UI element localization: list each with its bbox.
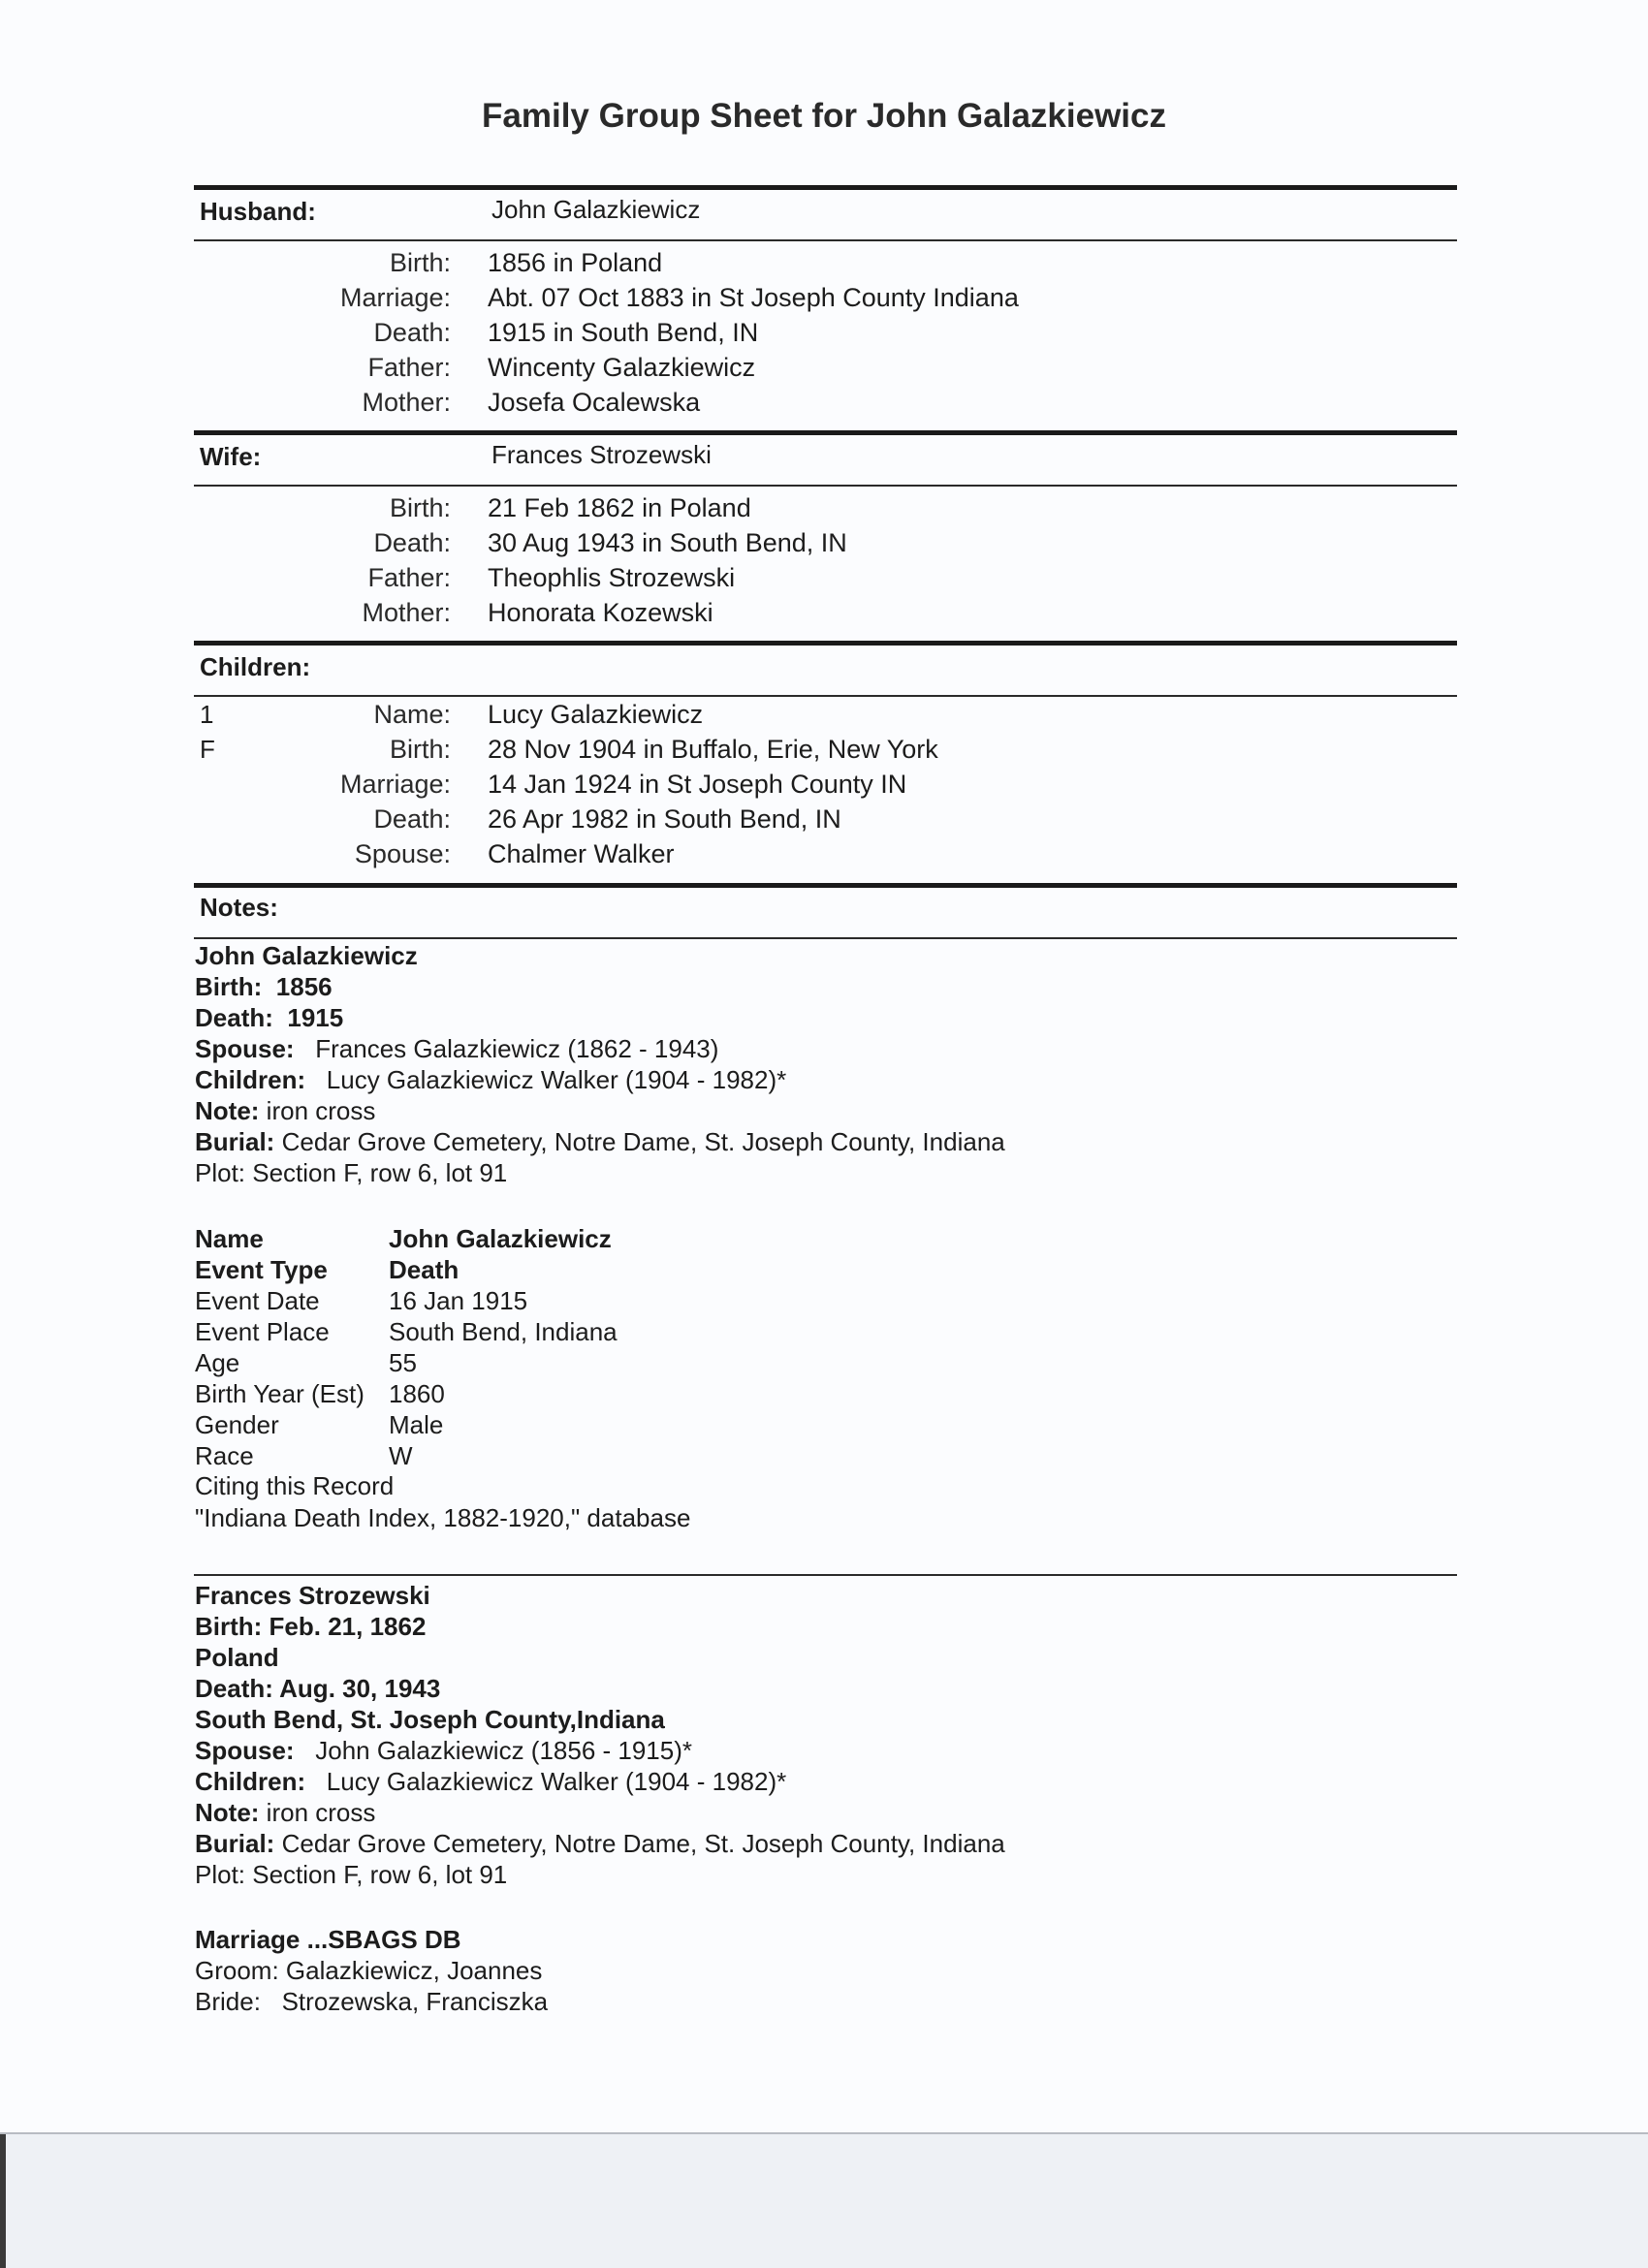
child-sex: F bbox=[200, 735, 215, 764]
husband-marriage-label: Marriage: bbox=[339, 283, 451, 312]
marriage-heading: Marriage ...SBAGS DB bbox=[195, 1925, 461, 1954]
record-key: Event Date bbox=[195, 1286, 320, 1315]
section-divider bbox=[194, 695, 1457, 697]
record-value: 16 Jan 1915 bbox=[389, 1286, 528, 1315]
john-notes-children-label: Children: bbox=[195, 1065, 306, 1094]
marriage-bride-label: Bride: bbox=[195, 1987, 261, 2016]
frances-notes-children-label: Children: bbox=[195, 1767, 306, 1796]
wife-death-label: Death: bbox=[373, 528, 451, 557]
husband-label: Husband: bbox=[200, 197, 316, 226]
frances-notes bbox=[195, 1580, 1005, 1890]
husband-marriage-value: Abt. 07 Oct 1883 in St Joseph County Indiana bbox=[488, 283, 1019, 312]
child-birth-value: 28 Nov 1904 in Buffalo, Erie, New York bbox=[488, 735, 938, 764]
marriage-groom: Galazkiewicz, Joannes bbox=[285, 1956, 543, 1985]
frances-notes-burial-label: Burial: bbox=[195, 1829, 275, 1858]
page-title: Family Group Sheet for John Galazkiewicz bbox=[482, 97, 1166, 135]
record-value: Male bbox=[389, 1410, 444, 1439]
john-notes-name: John Galazkiewicz bbox=[195, 941, 418, 970]
frances-notes-spouse-label: Spouse: bbox=[195, 1736, 295, 1765]
frances-notes-burial: Cedar Grove Cemetery, Notre Dame, St. Joseph County, Indiana bbox=[281, 1829, 1005, 1858]
record-key: Gender bbox=[195, 1410, 279, 1439]
wife-death-value: 30 Aug 1943 in South Bend, IN bbox=[488, 528, 847, 557]
frances-notes-death: Death: Aug. 30, 1943 bbox=[195, 1674, 441, 1703]
record-key: Event Place bbox=[195, 1317, 330, 1346]
john-notes-spouse-label: Spouse: bbox=[195, 1034, 295, 1063]
husband-death-value: 1915 in South Bend, IN bbox=[488, 318, 759, 347]
husband-birth-label: Birth: bbox=[389, 248, 451, 277]
section-divider bbox=[194, 485, 1457, 487]
husband-mother-value: Josefa Ocalewska bbox=[488, 388, 701, 417]
john-notes-birth: 1856 bbox=[275, 972, 333, 1001]
john-notes-note: iron cross bbox=[266, 1096, 376, 1125]
frances-notes-birth-place: Poland bbox=[195, 1643, 279, 1672]
frances-notes-children: Lucy Galazkiewicz Walker (1904 - 1982)* bbox=[326, 1767, 787, 1796]
husband-death-label: Death: bbox=[373, 318, 451, 347]
child-name-label: Name: bbox=[373, 700, 451, 729]
john-notes-death-label: Death: bbox=[195, 1003, 273, 1032]
child-name-value: Lucy Galazkiewicz bbox=[488, 700, 704, 729]
wife-father-label: Father: bbox=[367, 563, 451, 592]
record-value: South Bend, Indiana bbox=[389, 1317, 618, 1346]
record-key: Name bbox=[195, 1224, 264, 1253]
scanner-edge-strip bbox=[0, 2134, 6, 2268]
john-notes-birth-label: Birth: bbox=[195, 972, 263, 1001]
husband-father-value: Wincenty Galazkiewicz bbox=[488, 353, 756, 382]
child-marriage-label: Marriage: bbox=[339, 770, 451, 799]
record-value: Death bbox=[389, 1255, 460, 1284]
wife-label: Wife: bbox=[200, 442, 262, 471]
section-divider bbox=[194, 641, 1457, 646]
marriage-record bbox=[195, 1924, 548, 2017]
wife-birth-label: Birth: bbox=[389, 493, 451, 522]
marriage-groom-label: Groom: bbox=[195, 1956, 279, 1985]
record-key: Birth Year (Est) bbox=[195, 1379, 364, 1408]
section-divider bbox=[194, 937, 1457, 939]
section-divider bbox=[194, 185, 1457, 190]
citation: "Indiana Death Index, 1882-1920," database bbox=[195, 1503, 691, 1532]
child-death-label: Death: bbox=[373, 804, 451, 834]
notes-label: Notes: bbox=[200, 893, 278, 922]
citing-label: Citing this Record bbox=[195, 1471, 395, 1500]
frances-notes-name: Frances Strozewski bbox=[195, 1581, 430, 1610]
marriage-bride: Strozewska, Franciszka bbox=[281, 1987, 549, 2016]
wife-mother-value: Honorata Kozewski bbox=[488, 598, 713, 627]
section-divider bbox=[194, 883, 1457, 888]
frances-notes-birth: Birth: Feb. 21, 1862 bbox=[195, 1612, 427, 1641]
husband-father-label: Father: bbox=[367, 353, 451, 382]
notes-divider bbox=[194, 1574, 1457, 1576]
record-value: W bbox=[389, 1441, 413, 1470]
child-death-value: 26 Apr 1982 in South Bend, IN bbox=[488, 804, 841, 834]
husband-mother-label: Mother: bbox=[362, 388, 451, 417]
john-notes-burial-label: Burial: bbox=[195, 1127, 275, 1156]
child-index: 1 bbox=[200, 700, 214, 729]
record-key: Event Type bbox=[195, 1255, 328, 1284]
record-value: 1860 bbox=[389, 1379, 445, 1408]
husband-name: John Galazkiewicz bbox=[491, 195, 701, 224]
section-divider bbox=[194, 239, 1457, 241]
john-notes-plot: Plot: Section F, row 6, lot 91 bbox=[195, 1158, 508, 1187]
frances-notes-death-place: South Bend, St. Joseph County,Indiana bbox=[195, 1705, 665, 1734]
child-birth-label: Birth: bbox=[389, 735, 451, 764]
wife-father-value: Theophlis Strozewski bbox=[488, 563, 736, 592]
frances-notes-note-label: Note: bbox=[195, 1798, 260, 1827]
frances-notes-plot: Plot: Section F, row 6, lot 91 bbox=[195, 1860, 508, 1889]
john-notes-burial: Cedar Grove Cemetery, Notre Dame, St. Joseph County, Indiana bbox=[281, 1127, 1005, 1156]
wife-name: Frances Strozewski bbox=[491, 440, 712, 469]
john-notes-spouse: Frances Galazkiewicz (1862 - 1943) bbox=[315, 1034, 719, 1063]
child-spouse-value: Chalmer Walker bbox=[488, 839, 675, 868]
record-value: 55 bbox=[389, 1348, 417, 1377]
john-notes-note-label: Note: bbox=[195, 1096, 260, 1125]
child-spouse-label: Spouse: bbox=[354, 839, 451, 868]
children-label: Children: bbox=[200, 652, 311, 681]
john-notes bbox=[195, 940, 1005, 1188]
frances-notes-note: iron cross bbox=[266, 1798, 376, 1827]
record-key: Race bbox=[195, 1441, 254, 1470]
record-key: Age bbox=[195, 1348, 240, 1377]
husband-birth-value: 1856 in Poland bbox=[488, 248, 663, 277]
scanner-bed-edge bbox=[0, 2132, 1648, 2268]
john-notes-children: Lucy Galazkiewicz Walker (1904 - 1982)* bbox=[326, 1065, 787, 1094]
wife-mother-label: Mother: bbox=[362, 598, 451, 627]
child-marriage-value: 14 Jan 1924 in St Joseph County IN bbox=[488, 770, 907, 799]
john-notes-death: 1915 bbox=[287, 1003, 344, 1032]
frances-notes-spouse: John Galazkiewicz (1856 - 1915)* bbox=[315, 1736, 693, 1765]
record-value: John Galazkiewicz bbox=[389, 1224, 612, 1253]
wife-birth-value: 21 Feb 1862 in Poland bbox=[488, 493, 751, 522]
section-divider bbox=[194, 430, 1457, 435]
